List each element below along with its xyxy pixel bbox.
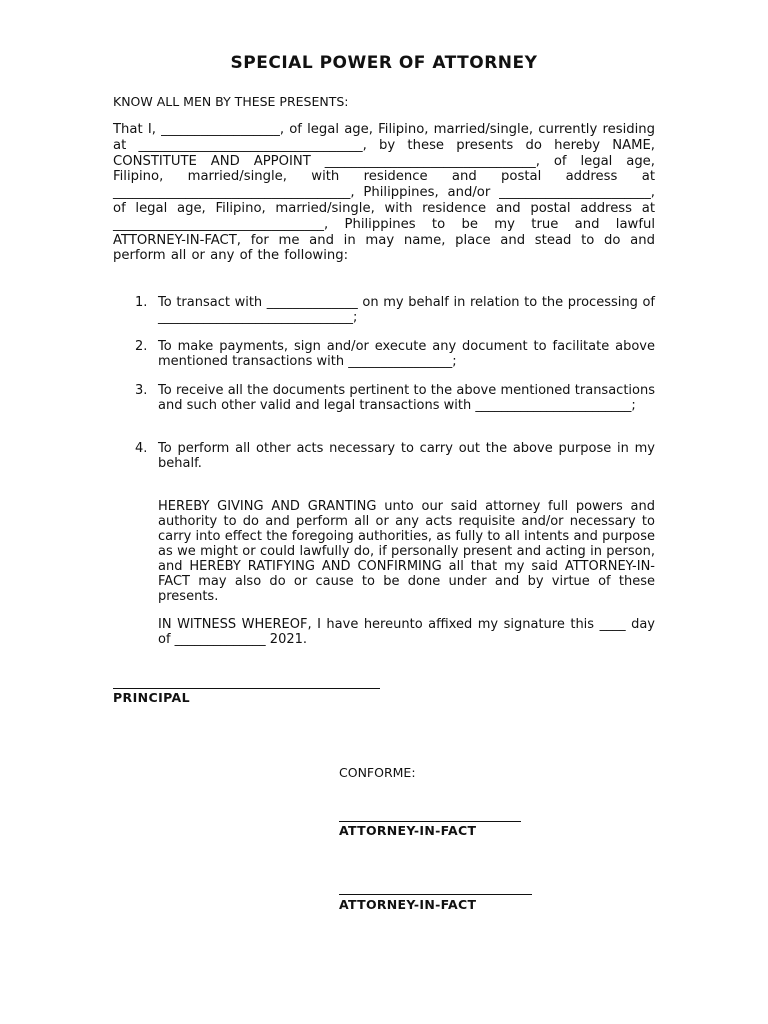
- attorney-in-fact-signature-line: [339, 821, 521, 822]
- list-item: [135, 295, 655, 325]
- list-item-text: To make payments, sign and/or execute any document to facilitate above mentioned transactions with ________________;: [158, 339, 655, 369]
- principal-signature-line: [113, 688, 380, 689]
- know-all-men-heading: KNOW ALL MEN BY THESE PRESENTS:: [113, 94, 349, 109]
- list-item: [135, 383, 655, 413]
- list-item: [135, 339, 655, 369]
- attorney-in-fact-signature-line: [339, 894, 532, 895]
- list-item: [135, 441, 655, 471]
- document-title: SPECIAL POWER OF ATTORNEY: [230, 53, 538, 73]
- opening-paragraph: That I, __________________, of legal age, Filipino, married/single, currently residing at __________________________________, by these presents do hereby NAME, CONSTITUTE AND APPOINT ________________________________, of legal age, Filipino, married/single, with residence and postal address at ____________________________________, Philippines, and/or _______________________, of legal age, Filipino, married/single, with residence and postal address at ________________________________, Philippines to be my true and lawful ATTORNEY-IN-FACT, for me and in may name, place and stead to do and perform all or any of the following:: [113, 122, 655, 264]
- list-item-number: 3.: [135, 383, 148, 398]
- list-item-text: To transact with ______________ on my behalf in relation to the processing of ______________________________;: [158, 295, 655, 325]
- in-witness-paragraph: IN WITNESS WHEREOF, I have hereunto affixed my signature this ____ day of ______________ 2021.: [158, 617, 655, 647]
- attorney-in-fact-label: ATTORNEY-IN-FACT: [339, 823, 477, 838]
- attorney-in-fact-label: ATTORNEY-IN-FACT: [339, 897, 477, 912]
- list-item-number: 1.: [135, 295, 148, 310]
- principal-label: PRINCIPAL: [113, 690, 190, 705]
- conforme-label: CONFORME:: [339, 765, 416, 780]
- list-item-number: 2.: [135, 339, 148, 354]
- hereby-granting-paragraph: HEREBY GIVING AND GRANTING unto our said attorney full powers and authority to do and perform all or any acts requisite and/or necessary to carry into effect the foregoing authorities, as fully to all intents and purpose as we might or could lawfully do, if personally present and acting in person, and HEREBY RATIFYING AND CONFIRMING all that my said ATTORNEY-IN-FACT may also do or cause to be done under and by virtue of these presents.: [158, 499, 655, 604]
- list-item-text: To receive all the documents pertinent to the above mentioned transactions and such other valid and legal transactions with ________________________;: [158, 383, 655, 413]
- list-item-text: To perform all other acts necessary to carry out the above purpose in my behalf.: [158, 441, 655, 471]
- list-item-number: 4.: [135, 441, 148, 456]
